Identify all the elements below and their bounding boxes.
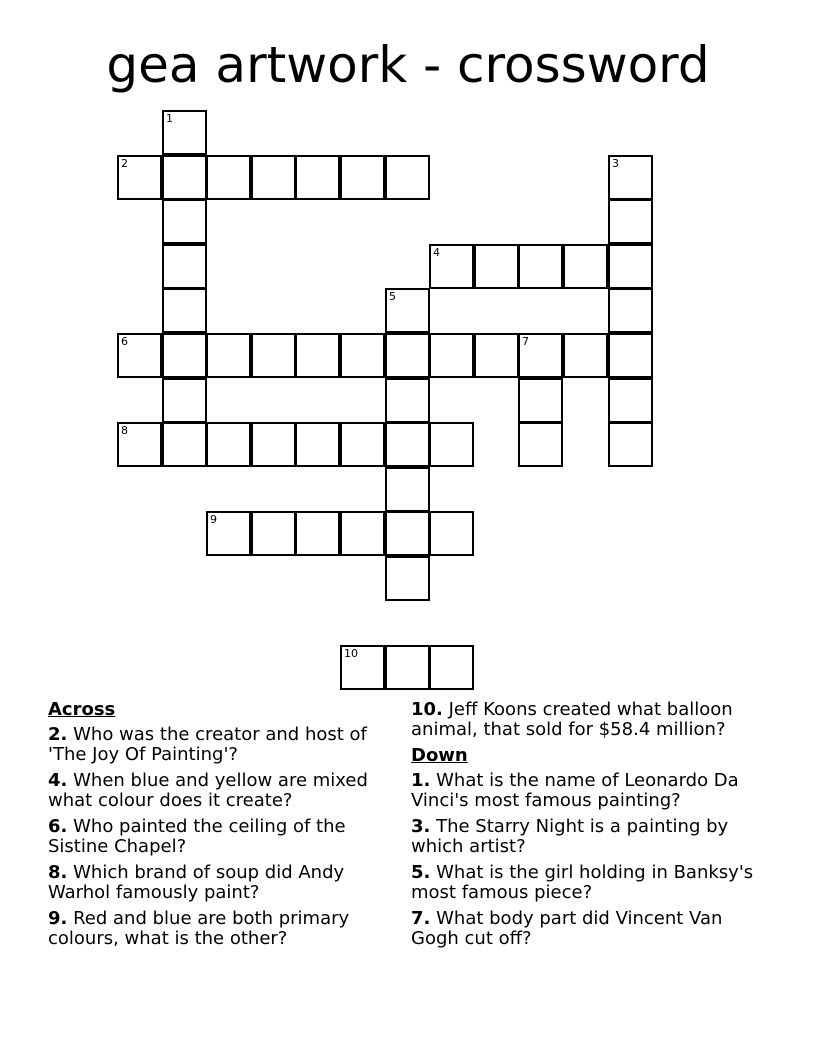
grid-cell[interactable] [518, 422, 563, 467]
clue-number: 3. [411, 816, 431, 837]
cell-number: 8 [121, 424, 128, 437]
down-heading: Down [411, 745, 468, 766]
grid-cell[interactable] [162, 110, 207, 155]
grid-cell[interactable] [206, 511, 251, 556]
grid-cell[interactable] [340, 333, 385, 378]
clue-number: 10. [411, 699, 443, 720]
grid-cell[interactable] [162, 288, 207, 333]
grid-cell[interactable] [385, 422, 430, 467]
grid-cell[interactable] [385, 378, 430, 423]
clue-down [411, 909, 761, 949]
clue-number: 6. [48, 816, 68, 837]
grid-cell[interactable] [429, 511, 474, 556]
clue-down [411, 863, 761, 903]
grid-cell[interactable] [518, 333, 563, 378]
grid-cell[interactable] [429, 244, 474, 289]
grid-cell[interactable] [295, 511, 340, 556]
cell-number: 5 [389, 290, 396, 303]
clue-down [411, 817, 761, 857]
clue-across [48, 909, 393, 949]
grid-cell[interactable] [563, 244, 608, 289]
grid-cell[interactable] [608, 422, 653, 467]
grid-cell[interactable] [251, 155, 296, 200]
grid-cell[interactable] [385, 333, 430, 378]
grid-cell[interactable] [162, 244, 207, 289]
clue-down [411, 771, 761, 811]
clue-across [48, 817, 393, 857]
clue-text: When blue and yellow are mixed what colour does it create? [48, 770, 368, 811]
grid-cell[interactable] [385, 556, 430, 601]
clue-number: 9. [48, 908, 68, 929]
grid-cell[interactable] [385, 288, 430, 333]
grid-cell[interactable] [162, 155, 207, 200]
grid-cell[interactable] [295, 155, 340, 200]
grid-cell[interactable] [474, 244, 519, 289]
cell-number: 6 [121, 335, 128, 348]
clue-across [48, 771, 393, 811]
clue-number: 8. [48, 862, 68, 883]
clues-right-column [411, 700, 761, 955]
cell-number: 2 [121, 157, 128, 170]
grid-cell[interactable] [608, 378, 653, 423]
cell-number: 4 [433, 246, 440, 259]
clue-number: 1. [411, 770, 431, 791]
page-title: gea artwork - crossword [106, 36, 710, 94]
grid-cell[interactable] [251, 511, 296, 556]
clue-number: 2. [48, 724, 68, 745]
grid-cell[interactable] [206, 422, 251, 467]
grid-cell[interactable] [162, 422, 207, 467]
grid-cell[interactable] [518, 378, 563, 423]
clue-number: 4. [48, 770, 68, 791]
grid-cell[interactable] [429, 422, 474, 467]
clue-across [411, 700, 761, 740]
cell-number: 7 [522, 335, 529, 348]
grid-cell[interactable] [340, 511, 385, 556]
grid-cell[interactable] [608, 244, 653, 289]
clue-text: Who painted the ceiling of the Sistine Chapel? [48, 816, 346, 857]
grid-cell[interactable] [162, 378, 207, 423]
grid-cell[interactable] [608, 333, 653, 378]
grid-cell[interactable] [162, 333, 207, 378]
grid-cell[interactable] [385, 511, 430, 556]
grid-cell[interactable] [206, 333, 251, 378]
grid-cell[interactable] [295, 422, 340, 467]
grid-cell[interactable] [340, 155, 385, 200]
clue-text: Which brand of soup did Andy Warhol famously paint? [48, 862, 345, 903]
clues-left-column [48, 700, 393, 955]
grid-cell[interactable] [117, 422, 162, 467]
clue-text: Jeff Koons created what balloon animal, that sold for $58.4 million? [411, 699, 733, 740]
cell-number: 10 [344, 647, 358, 660]
clue-text: What is the name of Leonardo Da Vinci's most famous painting? [411, 770, 739, 811]
grid-cell[interactable] [429, 645, 474, 690]
grid-cell[interactable] [608, 288, 653, 333]
clue-number: 5. [411, 862, 431, 883]
grid-cell[interactable] [117, 333, 162, 378]
clue-text: Who was the creator and host of 'The Joy Of Painting'? [48, 724, 367, 765]
grid-cell[interactable] [162, 199, 207, 244]
grid-cell[interactable] [206, 155, 251, 200]
clue-text: What is the girl holding in Banksy's most famous piece? [411, 862, 754, 903]
cell-number: 1 [166, 112, 173, 125]
grid-cell[interactable] [608, 199, 653, 244]
clue-across [48, 863, 393, 903]
grid-cell[interactable] [518, 244, 563, 289]
grid-cell[interactable] [117, 155, 162, 200]
grid-cell[interactable] [429, 333, 474, 378]
grid-cell[interactable] [340, 645, 385, 690]
grid-cell[interactable] [563, 333, 608, 378]
clue-text: What body part did Vincent Van Gogh cut off? [411, 908, 723, 949]
grid-cell[interactable] [251, 333, 296, 378]
grid-cell[interactable] [251, 422, 296, 467]
clue-number: 7. [411, 908, 431, 929]
grid-cell[interactable] [474, 333, 519, 378]
across-heading: Across [48, 699, 116, 720]
clue-text: The Starry Night is a painting by which artist? [411, 816, 729, 857]
grid-cell[interactable] [385, 645, 430, 690]
grid-cell[interactable] [340, 422, 385, 467]
grid-cell[interactable] [608, 155, 653, 200]
clue-text: Red and blue are both primary colours, what is the other? [48, 908, 350, 949]
grid-cell[interactable] [385, 155, 430, 200]
grid-cell[interactable] [385, 467, 430, 512]
clue-across [48, 725, 393, 765]
cell-number: 3 [612, 157, 619, 170]
grid-cell[interactable] [295, 333, 340, 378]
cell-number: 9 [210, 513, 217, 526]
